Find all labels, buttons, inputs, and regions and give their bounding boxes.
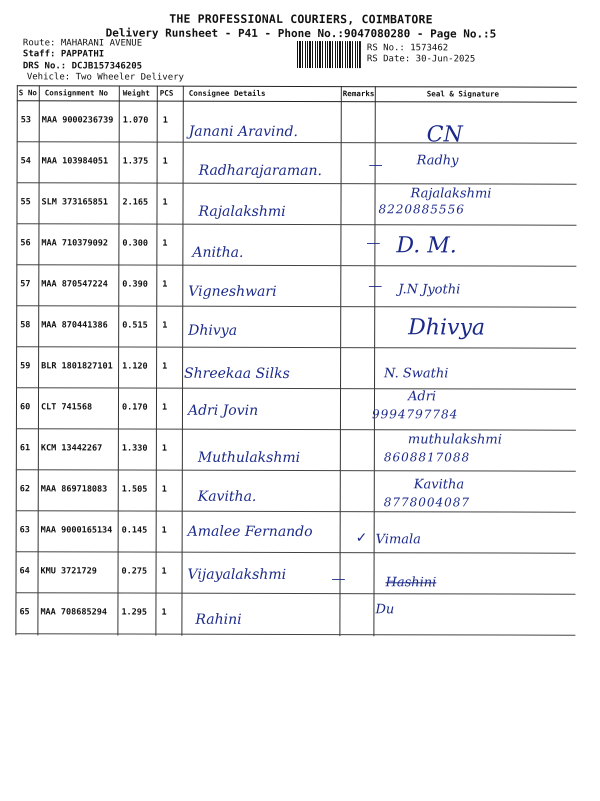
- row-weight: 1.375: [122, 156, 149, 167]
- row-weight: 1.120: [122, 361, 148, 372]
- table-row: [15, 552, 575, 594]
- row-pcs: 1: [161, 566, 167, 577]
- row-consignee: Vigneshwari: [188, 283, 277, 300]
- row-signature: Adri: [407, 389, 437, 405]
- row-signature: Dhivya: [408, 315, 486, 341]
- row-pcs: 1: [162, 156, 168, 167]
- row-consignee: Rajalakshmi: [198, 203, 286, 220]
- row-sno: 55: [20, 197, 31, 208]
- row-signature: D. M.: [396, 233, 457, 259]
- route-label: Route: MAHARANI AVENUE: [22, 38, 143, 49]
- row-pcs: 1: [161, 607, 167, 618]
- row-sno: 65: [19, 607, 30, 618]
- row-signature: J.N Jyothi: [398, 282, 461, 298]
- col-weight: Weight: [122, 88, 150, 98]
- row-sno: 58: [20, 320, 31, 331]
- row-signature-phone: 8608817088: [383, 450, 471, 465]
- row-sno: 61: [19, 443, 31, 454]
- col-consignment: Consignment No: [44, 88, 109, 98]
- table-row: [16, 347, 576, 389]
- row-consignee: Shreekaa Silks: [184, 365, 290, 382]
- col-seal: Seal & Signature: [426, 89, 500, 99]
- table-row: [16, 183, 576, 225]
- table-row: [15, 593, 575, 635]
- row-consignment: KMU 3721729: [40, 566, 97, 577]
- row-consignment: MAA 869718083: [40, 484, 108, 495]
- row-signature-phone: 9994797784: [371, 407, 459, 422]
- row-remark: —: [366, 235, 381, 252]
- row-remark: —: [368, 278, 383, 295]
- row-signature: N. Swathi: [384, 366, 449, 382]
- row-weight: 0.300: [122, 238, 149, 249]
- row-sno: 64: [19, 566, 30, 577]
- row-signature: Kavitha: [413, 477, 465, 493]
- row-consignment: MAA 103984051: [41, 156, 109, 167]
- row-weight: 1.505: [121, 484, 148, 495]
- row-weight: 0.390: [122, 279, 148, 290]
- row-consignment: SLM 373165851: [41, 197, 109, 208]
- row-consignment: MAA 9000236739: [41, 115, 114, 126]
- row-consignee: Janani Aravind.: [188, 123, 298, 140]
- row-signature: CN: [426, 122, 463, 148]
- row-signature: Vimala: [375, 532, 421, 548]
- vehicle-label: Vehicle: Two Wheeler Delivery: [26, 72, 184, 83]
- row-pcs: 1: [161, 443, 168, 454]
- table-row: [16, 388, 576, 430]
- col-remarks: Remarks: [342, 89, 375, 99]
- row-consignee: Muthulakshmi: [197, 449, 301, 467]
- row-signature-phone: 8220885556: [378, 202, 465, 217]
- company-title: THE PROFESSIONAL COURIERS, COIMBATORE: [169, 11, 433, 27]
- drs-number: DRS No.: DCJB157346205: [22, 61, 143, 72]
- row-consignment: MAA 870441386: [41, 320, 108, 331]
- row-signature-phone: 8778004087: [383, 495, 471, 510]
- row-pcs: 1: [161, 484, 167, 495]
- row-signature: Du: [375, 602, 395, 618]
- row-consignment: MAA 708685294: [40, 607, 107, 618]
- row-sno: 60: [19, 402, 31, 413]
- row-pcs: 1: [161, 402, 168, 413]
- row-weight: 0.145: [121, 525, 148, 536]
- row-pcs: 1: [162, 320, 168, 331]
- runsheet-title: Delivery Runsheet - P41 - Phone No.:9047080280 - Page No.:5: [105, 26, 497, 41]
- row-weight: 2.165: [122, 197, 149, 208]
- row-sno: 59: [20, 361, 31, 372]
- row-pcs: 1: [162, 361, 168, 372]
- row-sno: 62: [19, 484, 31, 495]
- row-consignment: MAA 710379092: [41, 238, 108, 249]
- table-row: [16, 224, 576, 266]
- row-sno: 57: [20, 279, 31, 290]
- table-row: [16, 429, 576, 471]
- row-remark: ✓: [355, 530, 368, 547]
- table-row: [16, 470, 576, 512]
- row-weight: 1.295: [121, 607, 148, 618]
- row-consignee: Vijayalakshmi: [187, 566, 287, 583]
- row-consignee: Amalee Fernando: [187, 523, 313, 541]
- barcode-image: [297, 41, 361, 68]
- row-pcs: 1: [162, 115, 168, 126]
- row-consignment: MAA 870547224: [41, 279, 108, 290]
- row-consignee: Anitha.: [192, 244, 244, 261]
- row-consignee: Kavitha.: [197, 488, 257, 505]
- row-signature: muthulakshmi: [407, 432, 502, 448]
- row-consignee: Rahini: [195, 611, 242, 628]
- table-header: [17, 85, 577, 102]
- row-sno: 53: [20, 115, 31, 126]
- table-row: [16, 306, 576, 348]
- col-consignee: Consignee Details: [188, 88, 266, 98]
- rs-date: RS Date: 30-Jun-2025: [366, 54, 476, 65]
- row-weight: 1.330: [121, 443, 148, 454]
- col-sno: S No: [18, 88, 37, 98]
- row-consignment: BLR 1801827101: [41, 361, 113, 372]
- row-signature: Radhy: [416, 153, 459, 169]
- row-weight: 0.170: [121, 402, 148, 413]
- row-consignee: Adri Jovin: [187, 402, 259, 419]
- row-consignee: Radharajaraman.: [198, 162, 323, 180]
- row-sno: 63: [19, 525, 30, 536]
- row-consignment: CLT 741568: [40, 402, 93, 413]
- table-row: [17, 142, 577, 184]
- row-pcs: 1: [161, 525, 167, 536]
- row-signature: Hashini: [385, 575, 437, 591]
- row-remark: —: [331, 571, 346, 588]
- row-remark: —: [368, 157, 383, 174]
- row-consignment: MAA 9000165134: [40, 525, 113, 536]
- row-signature: Rajalakshmi: [410, 186, 492, 202]
- row-weight: 0.515: [122, 320, 148, 331]
- staff-label: Staff: PAPPATHI: [22, 49, 105, 60]
- row-consignee: Dhivya: [188, 322, 238, 339]
- runsheet-table: [15, 85, 576, 635]
- row-sno: 56: [20, 238, 31, 249]
- row-pcs: 1: [162, 279, 168, 290]
- col-pcs: PCS: [159, 88, 174, 98]
- table-row: [16, 265, 576, 307]
- table-row: [16, 511, 576, 553]
- row-weight: 1.070: [122, 115, 149, 126]
- rs-number: RS No.: 1573462: [366, 43, 449, 54]
- row-sno: 54: [20, 156, 31, 167]
- table-row: [17, 101, 577, 148]
- row-consignment: KCM 13442267: [40, 443, 103, 454]
- row-weight: 0.275: [121, 566, 148, 577]
- row-pcs: 1: [162, 238, 168, 249]
- row-pcs: 1: [162, 197, 168, 208]
